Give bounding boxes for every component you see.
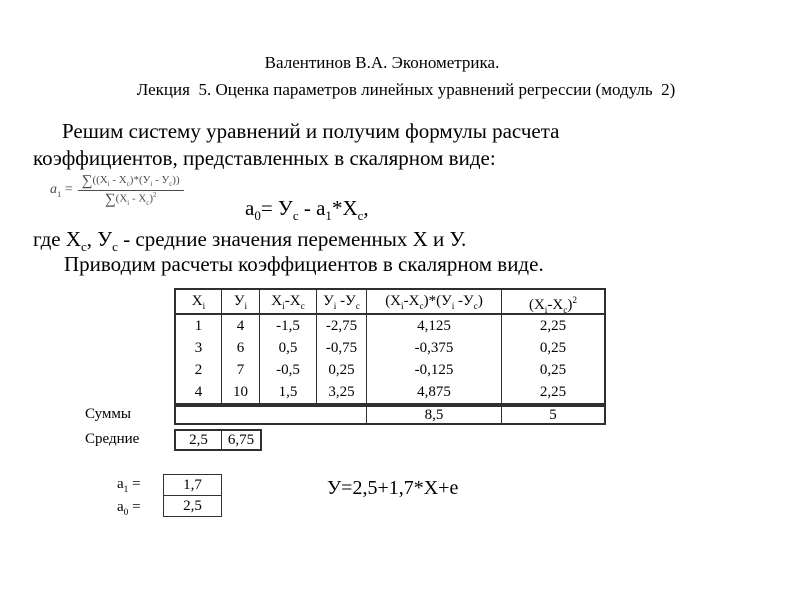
sums-empty-cell (176, 407, 367, 423)
slide-header-author: Валентинов В.А. Эконометрика. (264, 53, 500, 72)
table-cell: 2,25 (539, 318, 567, 334)
table-cell: -0,125 (367, 359, 502, 381)
formula-a1-denominator: $\sum(X_i - X_с)^2$ (104, 191, 157, 208)
table-cell: -0,5 (260, 359, 317, 381)
table-cell: 0,25 (539, 340, 567, 356)
table-cell: -1,5 (260, 315, 317, 337)
header-cell-yi: $У_i$ (222, 290, 260, 313)
table-cell: 4 (176, 381, 222, 403)
formula-a1-numerator: $\sum((X_i - X_с)*(У_i - У_с))$ (78, 174, 184, 191)
calculations-intro-line: Приводим расчеты коэффициентов в скалярном виде. (64, 252, 544, 276)
formula-a0: $a_0= У_с - a_1*Х_с$, (245, 196, 369, 224)
table-cell: 1 (176, 315, 222, 337)
table-cell: 6 (222, 337, 260, 359)
table-cell: -0,375 (367, 337, 502, 359)
sums-row-label: Суммы (85, 406, 131, 422)
header-cell-square: $(X_i-X_с)^2$ (528, 296, 578, 316)
header-cell-xi: $X_i$ (176, 290, 222, 313)
formula-a1-fraction (78, 174, 184, 208)
table-cell: 0,5 (260, 337, 317, 359)
result-a1-label: $a_1$ = (117, 476, 141, 495)
means-row-label: Средние (85, 431, 140, 447)
table-cell: 4,125 (367, 315, 502, 337)
means-value-x: 2,5 (176, 431, 222, 449)
formula-a1-lhs: $a_1$ = (50, 182, 73, 200)
table-cell: 3 (176, 337, 222, 359)
table-cell: 2 (176, 359, 222, 381)
header-cell-xi-xc: $X_i-X_с$ (260, 290, 317, 313)
table-header-row (176, 290, 604, 315)
slide-header-lecture-title: Лекция 5. Оценка параметров линейных уравнений регрессии (модуль 2) (136, 80, 676, 99)
table-cell: -0,75 (317, 337, 367, 359)
table-cell: 1,5 (260, 381, 317, 403)
sums-value-square: 5 (549, 407, 557, 423)
table-cell: 3,25 (317, 381, 367, 403)
sums-row (174, 405, 606, 425)
table-cell: 0,25 (317, 359, 367, 381)
table-cell: 7 (222, 359, 260, 381)
sums-value-product: 8,5 (367, 407, 502, 423)
paragraph-line-1: Решим систему уравнений и получим формулы расчета (62, 119, 560, 143)
table-cell: 2,25 (539, 384, 567, 400)
table-cell: 4,875 (367, 381, 502, 403)
table-cell: 0,25 (539, 362, 567, 378)
means-value-y: 6,75 (227, 432, 255, 448)
result-values-box (163, 474, 222, 517)
table-body (176, 315, 604, 403)
means-row (174, 429, 262, 451)
data-table (174, 288, 606, 405)
means-definition-line: где $Х_с$, $У_с$ - средние значения переменных Х и У. (33, 227, 467, 255)
table-cell: 10 (222, 381, 260, 403)
regression-equation: У=2,5+1,7*Х+е (327, 477, 459, 499)
result-a1-value: 1,7 (164, 475, 221, 496)
header-cell-yi-yc: $У_i$ $-У_с$ (317, 290, 367, 313)
formula-a1 (50, 174, 184, 208)
header-cell-product: $(X_i-X_с)*(У_i$ $-У_с$) (367, 290, 502, 313)
result-a0-label: $a_0$ = (117, 499, 141, 518)
result-a0-value: 2,5 (183, 498, 202, 514)
paragraph-line-2: коэффициентов, представленных в скалярном виде: (33, 146, 496, 170)
table-cell: 4 (222, 315, 260, 337)
table-cell: -2,75 (317, 315, 367, 337)
